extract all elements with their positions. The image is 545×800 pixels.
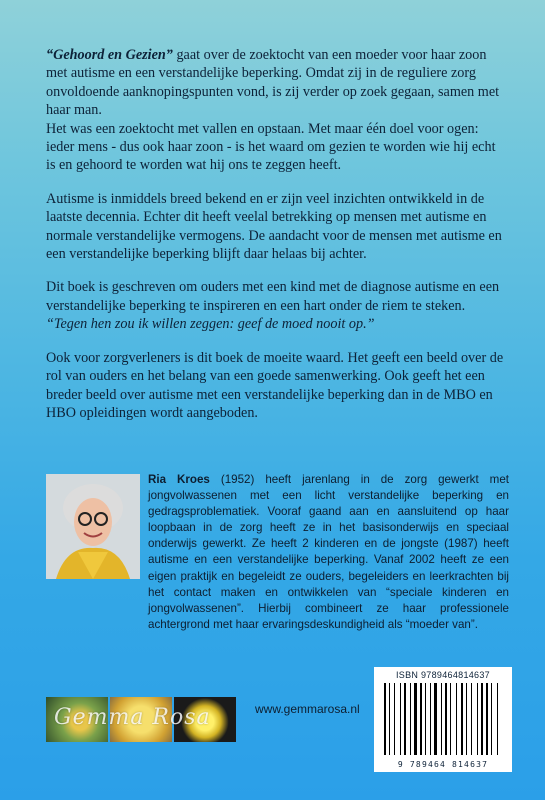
blurb-paragraph-3: [46, 278, 506, 333]
publisher-website: www.gemmarosa.nl: [255, 702, 360, 716]
author-bio-text: (1952) heeft jarenlang in de zorg gewerkt met jongvolwassenen met een licht verstandelijke beperking en gedragsproblematiek. Vooraf gaand aan en aansluitend op haar loopbaan in de zorg heeft ze in het basisonderwijs en speciaal onderwijs gewerkt. Ze heeft 2 kinderen en de jongste (1987) heeft autisme en een verstandelijke beperking. Vanaf 2002 heeft ze een eigen praktijk en begeleidt ze ouders, begeleiders en leerkrachten bij het contact maken en ontwikkelen van “speciale kinderen en jongvolwassenen”. Hierbij combineert ze haar professionele achtergrond met haar ervaringsdeskundigheid als “moeder van”.: [148, 473, 509, 631]
barcode-bars: [374, 667, 512, 772]
publisher-logo: [46, 697, 236, 742]
blurb-text-3: Dit boek is geschreven om ouders met een kind met de diagnose autisme en een verstandelijke beperking te inspireren en een hart onder de riem te steken.: [46, 279, 500, 314]
isbn-label: ISBN 9789464814637: [396, 670, 490, 680]
author-name: Ria Kroes: [148, 473, 210, 486]
blurb-text-1: gaat over de zoektocht van een moeder voor haar zoon met autisme en een verstandelijke beperking. Omdat zij in de reguliere zorg onvoldoende aanknopingspunten vond, is zij verder op zoek gegaan, samen met haar man.: [46, 47, 500, 119]
logo-wordmark: Gemma Rosa: [54, 705, 211, 730]
back-cover-blurb: [46, 46, 506, 437]
blurb-paragraph-2: Autisme is inmiddels breed bekend en er zijn veel inzichten ontwikkeld in de laatste decennia. Echter dit heeft veelal betrekking op mensen met autisme en normale verstandelijke vermogens. De aandacht voor de mensen met autisme en een verstandelijke beperking blijft daar helaas bij achter.: [46, 190, 502, 263]
book-title: “Gehoord en Gezien”: [46, 47, 173, 63]
isbn-digits: 9 789464 814637: [397, 760, 489, 769]
blurb-paragraph-4: Ook voor zorgverleners is dit boek de moeite waard. Het geeft een beeld over de rol van ouders en het belang van een goede samenwerking. Ook geeft het een breder beeld over autisme met een verstandelijke beperking dan in de MBO en HBO opleidingen wordt aangeboden.: [46, 349, 504, 421]
author-bio: [148, 472, 509, 633]
author-photo: [46, 474, 140, 579]
isbn-barcode: [374, 667, 512, 772]
blurb-quote: “Tegen hen zou ik willen zeggen: geef de moed nooit op.”: [46, 316, 375, 333]
blurb-paragraph-1: [46, 46, 506, 175]
blurb-text-1b: Het was een zoektocht met vallen en opstaan. Met maar één doel voor ogen: ieder mens - dus ook haar zoon - is het waard om gezien te worden wie hij echt is en gehoord te worden wat hij ons te zeggen heeft.: [46, 120, 496, 174]
